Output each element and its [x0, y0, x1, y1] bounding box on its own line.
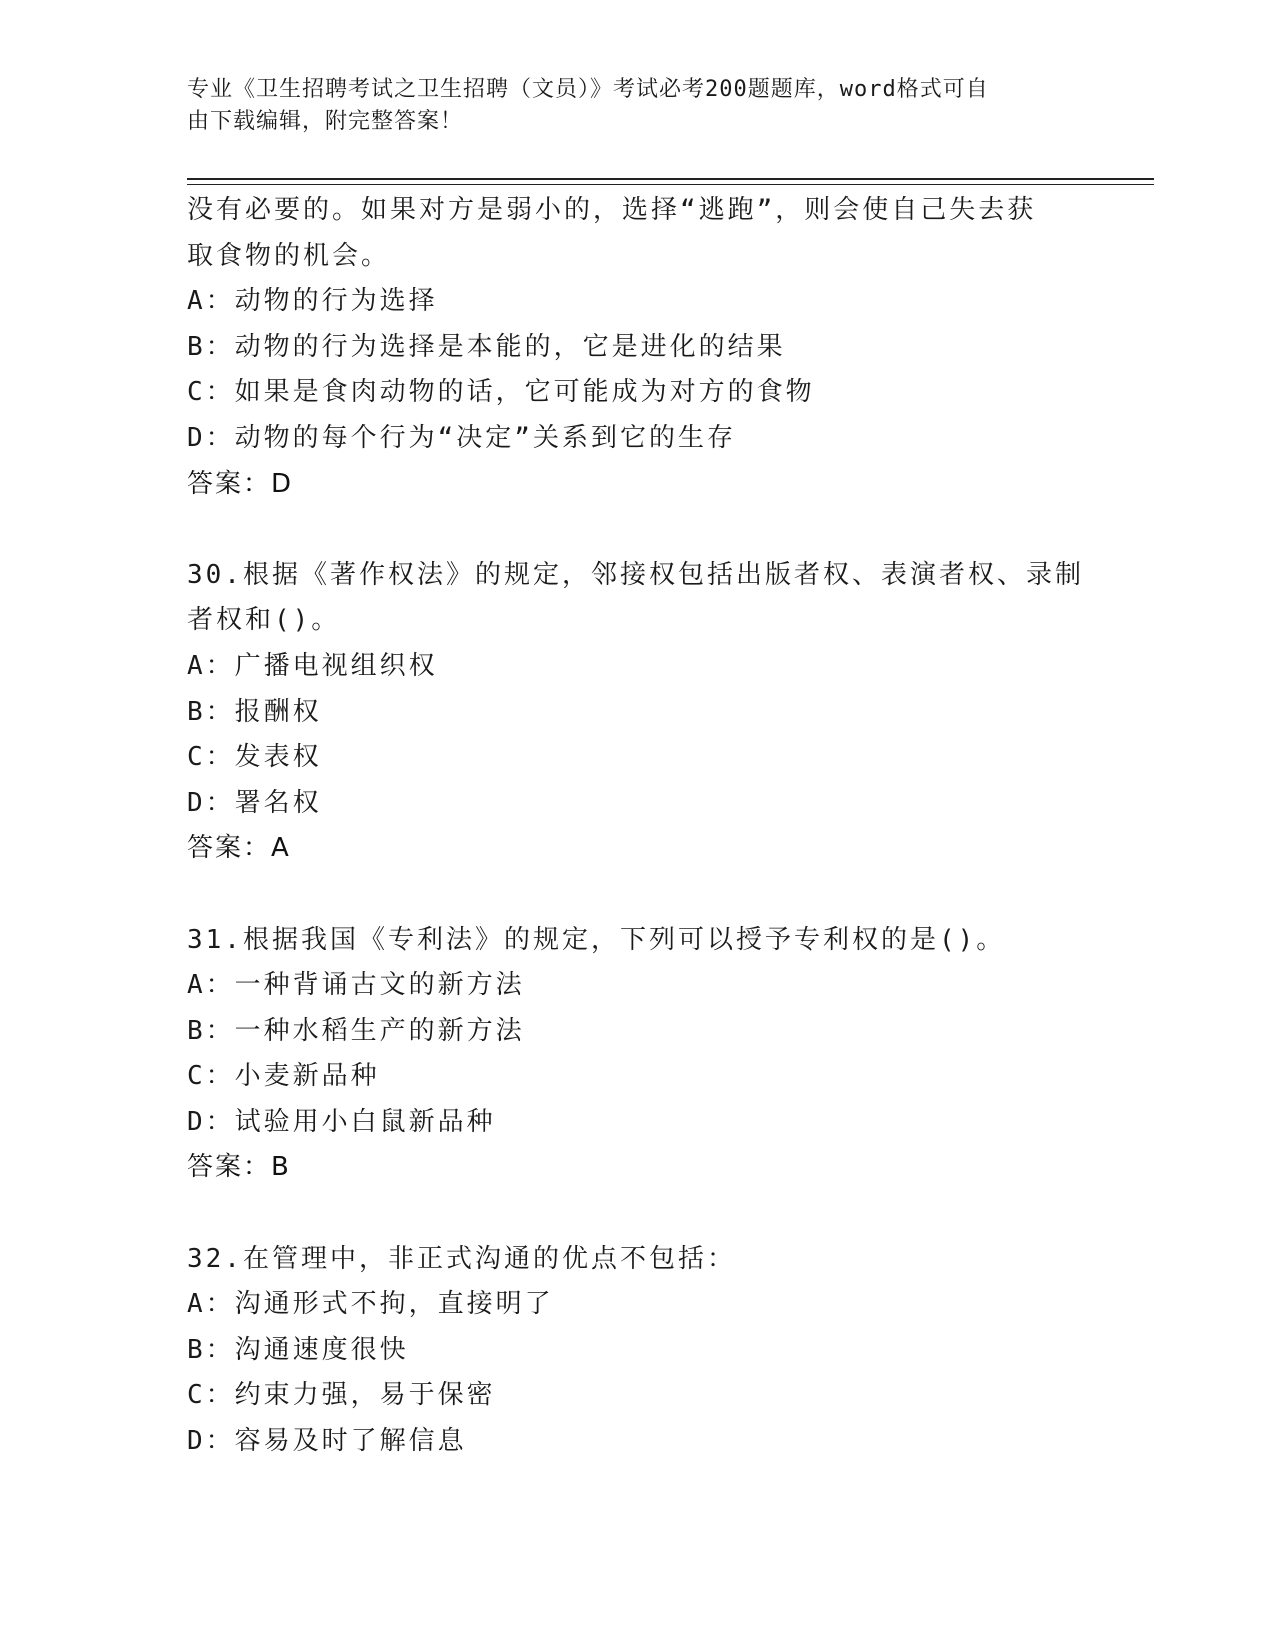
header-divider-thick [187, 178, 1154, 180]
option-b: B：沟通速度很快 [187, 1334, 409, 1365]
document-header [187, 74, 1067, 138]
option-a: A：沟通形式不拘，直接明了 [187, 1289, 554, 1320]
question-text-line: 者权和()。 [187, 605, 341, 636]
option-d: D：署名权 [187, 787, 322, 818]
spacer [187, 507, 1087, 553]
question-text-line: 32.在管理中，非正式沟通的优点不包括： [187, 1243, 736, 1274]
option-a: A：广播电视组织权 [187, 650, 438, 681]
option-b: B：报酬权 [187, 696, 322, 727]
header-line-1: 专业《卫生招聘考试之卫生招聘（文员）》考试必考200题题库，word格式可自 [187, 77, 989, 102]
answer-line: 答案：A [187, 833, 291, 864]
question-text-line: 没有必要的。如果对方是弱小的，选择“逃跑”，则会使自己失去获 [187, 195, 1037, 225]
option-d: D：容易及时了解信息 [187, 1426, 467, 1457]
answer-line: 答案：D [187, 468, 294, 499]
option-b: B：一种水稻生产的新方法 [187, 1015, 525, 1046]
header-divider-thin [187, 184, 1154, 185]
question-text-line: 31.根据我国《专利法》的规定，下列可以授予专利权的是()。 [187, 924, 1006, 955]
question-29-continued [187, 188, 1087, 507]
question-31 [187, 918, 1087, 1192]
option-c: C：发表权 [187, 742, 322, 773]
option-d: D：动物的每个行为“决定”关系到它的生存 [187, 422, 736, 453]
option-c: C：小麦新品种 [187, 1061, 380, 1092]
question-30 [187, 553, 1087, 872]
question-32 [187, 1237, 1087, 1465]
question-text-line: 取食物的机会。 [187, 240, 391, 271]
option-c: C：约束力强，易于保密 [187, 1380, 496, 1411]
option-a: A：动物的行为选择 [187, 286, 438, 317]
option-a: A：一种背诵古文的新方法 [187, 970, 525, 1001]
spacer [187, 1191, 1087, 1237]
option-c: C：如果是食肉动物的话，它可能成为对方的食物 [187, 377, 815, 408]
header-line-2: 由下载编辑，附完整答案！ [187, 109, 464, 134]
spacer [187, 872, 1087, 918]
option-b: B：动物的行为选择是本能的，它是进化的结果 [187, 331, 786, 362]
answer-line: 答案：B [187, 1152, 291, 1183]
document-body [187, 188, 1087, 1465]
question-text-line: 30.根据《著作权法》的规定，邻接权包括出版者权、表演者权、录制 [187, 559, 1084, 590]
option-d: D：试验用小白鼠新品种 [187, 1106, 496, 1137]
